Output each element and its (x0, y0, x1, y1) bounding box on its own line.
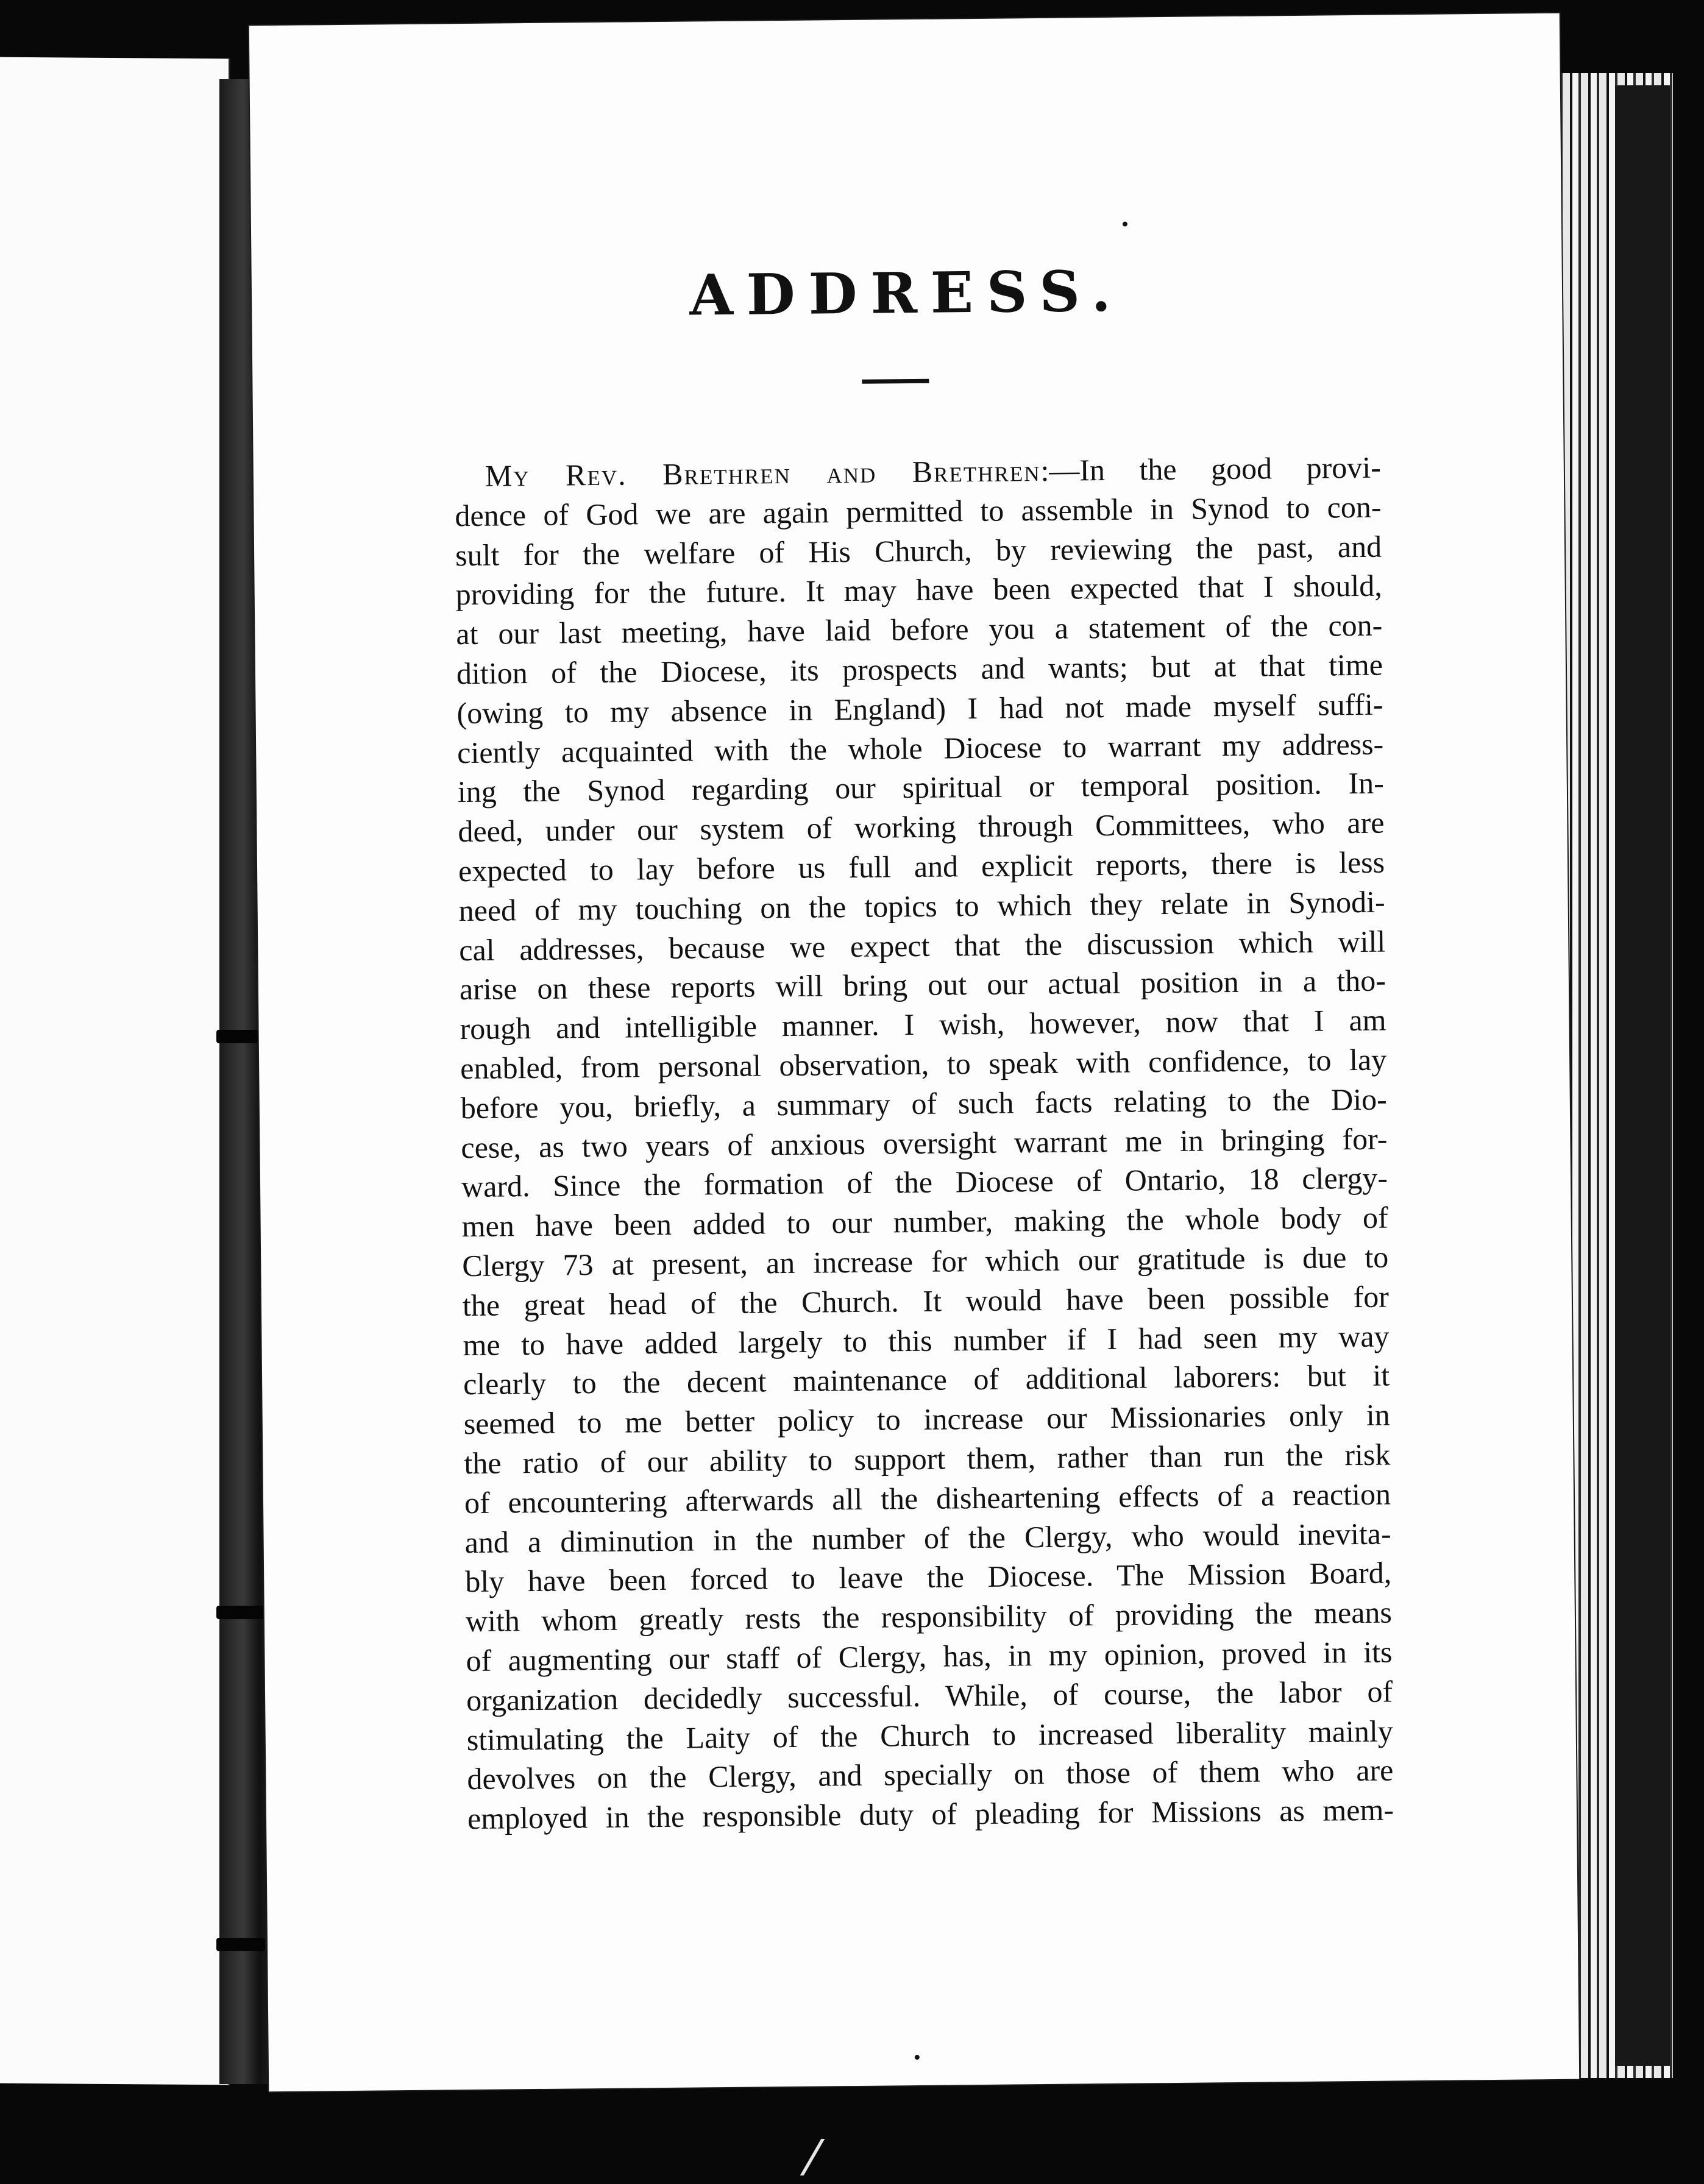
text-line: Clergy 73 at present, an increase for which our gratitude is due to (462, 1239, 1389, 1283)
title-rule (862, 379, 929, 384)
text-line: devolves on the Clergy, and specially on those of them who are (467, 1753, 1394, 1796)
binding-stitch (216, 1030, 265, 1043)
text-line: dence of God we are again permitted to assemble in Synod to con- (455, 489, 1382, 533)
text-line: at our last meeting, have laid before you a statement of the con- (456, 608, 1383, 651)
text-line: the ratio of our ability to support them, rather than run the risk (464, 1437, 1391, 1481)
facing-page-left (0, 57, 230, 2085)
text-line: rough and intelligible manner. I wish, however, now that I am (460, 1002, 1386, 1046)
text-line: ing the Synod regarding our spiritual or temporal position. In- (457, 765, 1385, 809)
text-line: organization decidedly successful. While, of course, the labor of (466, 1674, 1393, 1717)
text-line: deed, under our system of working through Committees, who are (458, 805, 1385, 849)
text-line: cal addresses, because we expect that the discussion which will (459, 924, 1386, 967)
text-line: before you, briefly, a summary of such facts relating to the Dio- (460, 1082, 1388, 1125)
address-text (455, 448, 1394, 1838)
book-edge-shadow (1615, 85, 1670, 2066)
text-line: men have been added to our number, making the whole body of (461, 1200, 1388, 1244)
text-line: dition of the Diocese, its prospects and wants; but at that time (456, 647, 1383, 691)
page-title: ADDRESS. (689, 258, 1125, 328)
text-line: arise on these reports will bring out our actual position in a tho- (459, 963, 1386, 1007)
book-page (249, 13, 1579, 2091)
text-line: sult for the welfare of His Church, by reviewing the past, and (455, 529, 1382, 572)
text-line: (owing to my absence in England) I had not made myself suffi- (456, 687, 1383, 730)
text-line: need of my touching on the topics to which they relate in Synodi- (458, 884, 1385, 927)
text-line: stimulating the Laity of the Church to increased liberality mainly (466, 1714, 1393, 1757)
binding-stitch (216, 1938, 265, 1951)
text-line: expected to lay before us full and explicit reports, there is less (458, 845, 1385, 888)
text-line: cese, as two years of anxious oversight warrant me in bringing for- (461, 1121, 1388, 1165)
text-line: of encountering afterwards all the disheartening effects of a reaction (464, 1477, 1391, 1520)
text-line: ward. Since the formation of the Diocese of Ontario, 18 clergy- (461, 1160, 1388, 1204)
print-speck (1123, 222, 1127, 227)
text-line: enabled, from personal observation, to speak with confidence, to lay (460, 1042, 1387, 1086)
text-line: with whom greatly rests the responsibility of providing the means (465, 1595, 1393, 1639)
text-line: ciently acquainted with the whole Diocese to warrant my address- (456, 726, 1384, 770)
text-line: employed in the responsible duty of pleading for Missions as mem- (467, 1792, 1394, 1836)
text-line-segment: :—In the good provi- (1040, 450, 1382, 488)
binding-stitch (216, 1606, 265, 1619)
text-line: of augmenting our staff of Clergy, has, in my opinion, proved in its (466, 1634, 1393, 1678)
text-line: providing for the future. It may have been expected that I should, (455, 568, 1382, 612)
text-line: clearly to the decent maintenance of additional laborers: but it (463, 1358, 1390, 1402)
text-line: me to have added largely to this number if I had seen my way (463, 1319, 1390, 1362)
salutation: My Rev. Brethren and Brethren (485, 453, 1041, 493)
text-line: the great head of the Church. It would have been possible for (462, 1279, 1390, 1322)
text-line: seemed to me better policy to increase our Missionaries only in (463, 1397, 1391, 1441)
text-line: bly have been forced to leave the Diocese. The Mission Board, (465, 1555, 1392, 1599)
print-speck (915, 2055, 920, 2060)
text-line: and a diminution in the number of the Clergy, who would inevita- (464, 1516, 1391, 1559)
